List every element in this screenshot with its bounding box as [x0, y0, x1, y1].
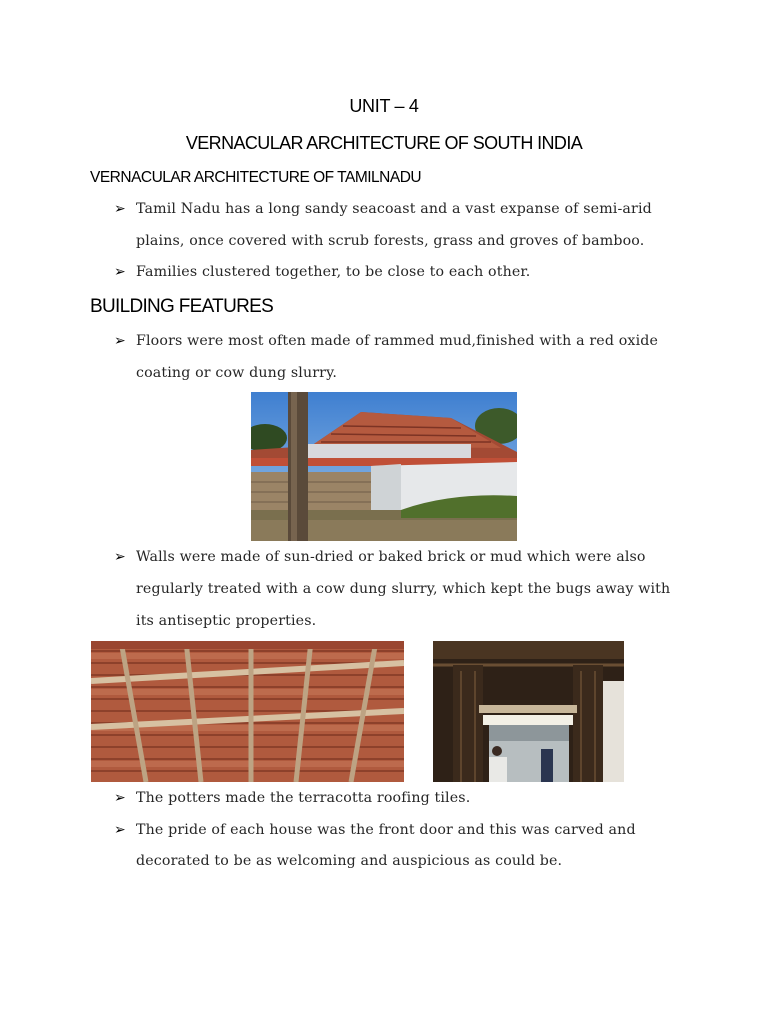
bullet-arrow-icon: ➢ — [114, 822, 126, 838]
bullet-arrow-icon: ➢ — [114, 333, 126, 349]
bullet-arrow-icon: ➢ — [114, 790, 126, 806]
bullet-arrow-icon: ➢ — [114, 201, 126, 217]
bullet-text-line: Families clustered together, to be close to each other. — [136, 264, 531, 280]
main-title: VERNACULAR ARCHITECTURE OF SOUTH INDIA — [185, 133, 583, 153]
bullet-text-line: plains, once covered with scrub forests, grass and groves of bamboo. — [136, 233, 645, 249]
bullet-text-line: decorated to be as welcoming and auspicious as could be. — [136, 853, 563, 869]
bullet-arrow-icon: ➢ — [114, 549, 126, 565]
bullet-text-line: The pride of each house was the front door and this was carved and — [136, 822, 636, 838]
section-heading-building-features: BUILDING FEATURES — [90, 296, 274, 317]
roof-tiles-photo — [91, 641, 404, 782]
front-door-photo — [433, 641, 624, 782]
bullet-text-line: The potters made the terracotta roofing tiles. — [136, 790, 471, 806]
house-photo — [251, 392, 517, 541]
unit-title: UNIT – 4 — [349, 96, 419, 116]
bullet-text-line: coating or cow dung slurry. — [136, 365, 338, 381]
section-heading-tamilnadu: VERNACULAR ARCHITECTURE OF TAMILNADU — [90, 169, 422, 186]
bullet-text-line: Walls were made of sun-dried or baked brick or mud which were also — [136, 549, 646, 565]
bullet-text-line: its antiseptic properties. — [136, 613, 317, 629]
bullet-arrow-icon: ➢ — [114, 264, 126, 280]
bullet-text-line: Floors were most often made of rammed mud,finished with a red oxide — [136, 333, 659, 349]
bullet-text-line: regularly treated with a cow dung slurry, which kept the bugs away with — [136, 581, 671, 597]
bullet-text-line: Tamil Nadu has a long sandy seacoast and a vast expanse of semi-arid — [136, 201, 652, 217]
